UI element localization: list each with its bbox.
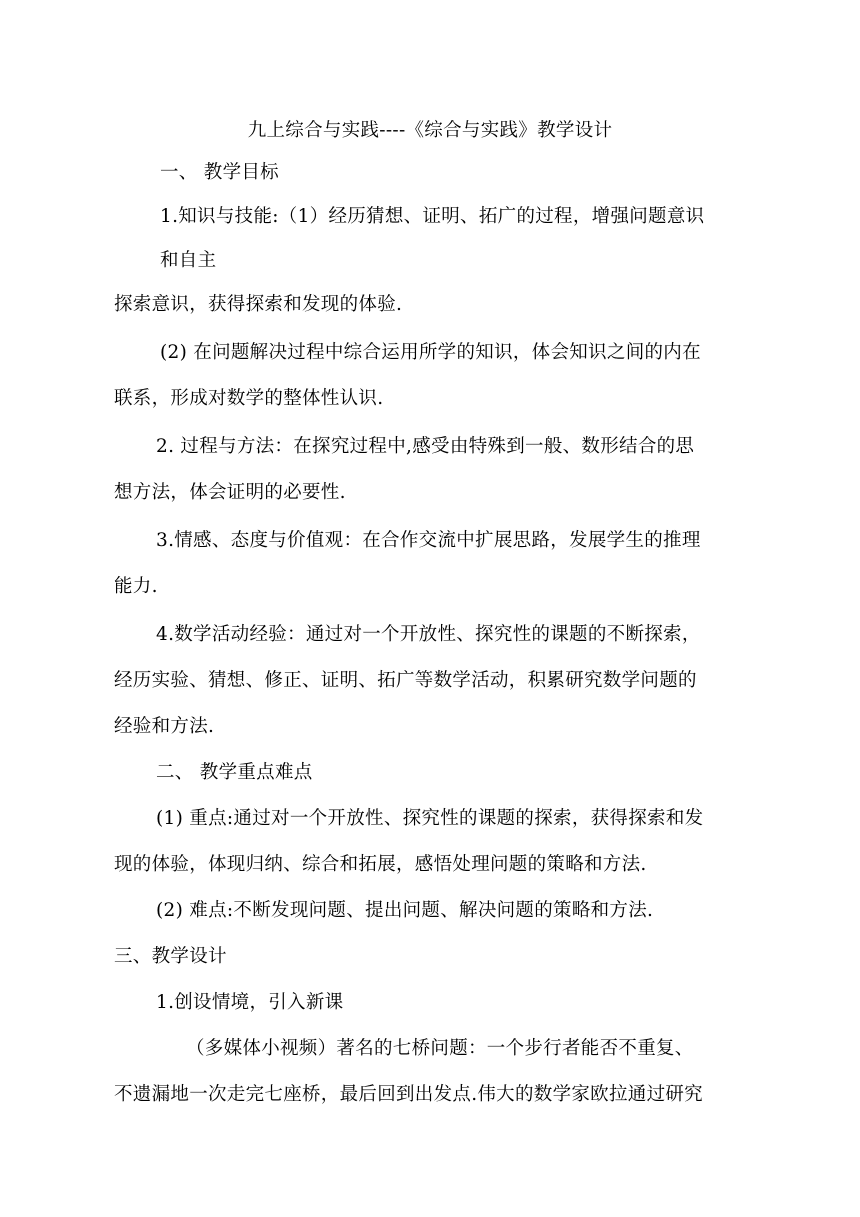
paragraph-line: 经历实验、猜想、修正、证明、拓广等数学活动，积累研究数学问题的	[114, 670, 697, 691]
paragraph-line: 现的体验，体现归纳、综合和拓展，感悟处理问题的策略和方法.	[114, 854, 647, 875]
paragraph-line: 1.知识与技能:（1）经历猜想、证明、拓广的过程，增强问题意识	[160, 206, 705, 227]
paragraph-line: 想方法，体会证明的必要性.	[114, 482, 346, 503]
paragraph-line: 3.情感、态度与价值观：在合作交流中扩展思路，发展学生的推理	[156, 530, 701, 551]
section-heading-key-points: 二、 教学重点难点	[156, 762, 313, 783]
paragraph-line: 不遗漏地一次走完七座桥，最后回到出发点.伟大的数学家欧拉通过研究	[114, 1084, 703, 1105]
paragraph-line: 和自主	[160, 250, 217, 271]
paragraph-line: 4.数学活动经验：通过对一个开放性、探究性的课题的不断探索，	[156, 624, 701, 645]
paragraph-line: 经验和方法.	[114, 716, 215, 737]
document-title: 九上综合与实践----《综合与实践》教学设计	[247, 120, 613, 141]
section-heading-objectives: 一、 教学目标	[160, 162, 279, 183]
paragraph-line: （多媒体小视频）著名的七桥问题：一个步行者能否不重复、	[186, 1038, 694, 1059]
paragraph-line: (2) 在问题解决过程中综合运用所学的知识，体会知识之间的内在	[160, 342, 701, 363]
section-heading-design: 三、教学设计	[114, 946, 227, 967]
paragraph-line: (2) 难点:不断发现问题、提出问题、解决问题的策略和方法.	[156, 900, 654, 921]
subsection-heading: 1.创设情境，引入新课	[156, 992, 344, 1013]
paragraph-line: 联系，形成对数学的整体性认识.	[114, 388, 384, 409]
paragraph-line: (1) 重点:通过对一个开放性、探究性的课题的探索，获得探索和发	[156, 808, 704, 829]
paragraph-line: 能力.	[114, 576, 158, 597]
paragraph-line: 2. 过程与方法：在探究过程中,感受由特殊到一般、数形结合的思	[156, 436, 695, 457]
paragraph-line: 探索意识，获得探索和发现的体验.	[114, 294, 403, 315]
